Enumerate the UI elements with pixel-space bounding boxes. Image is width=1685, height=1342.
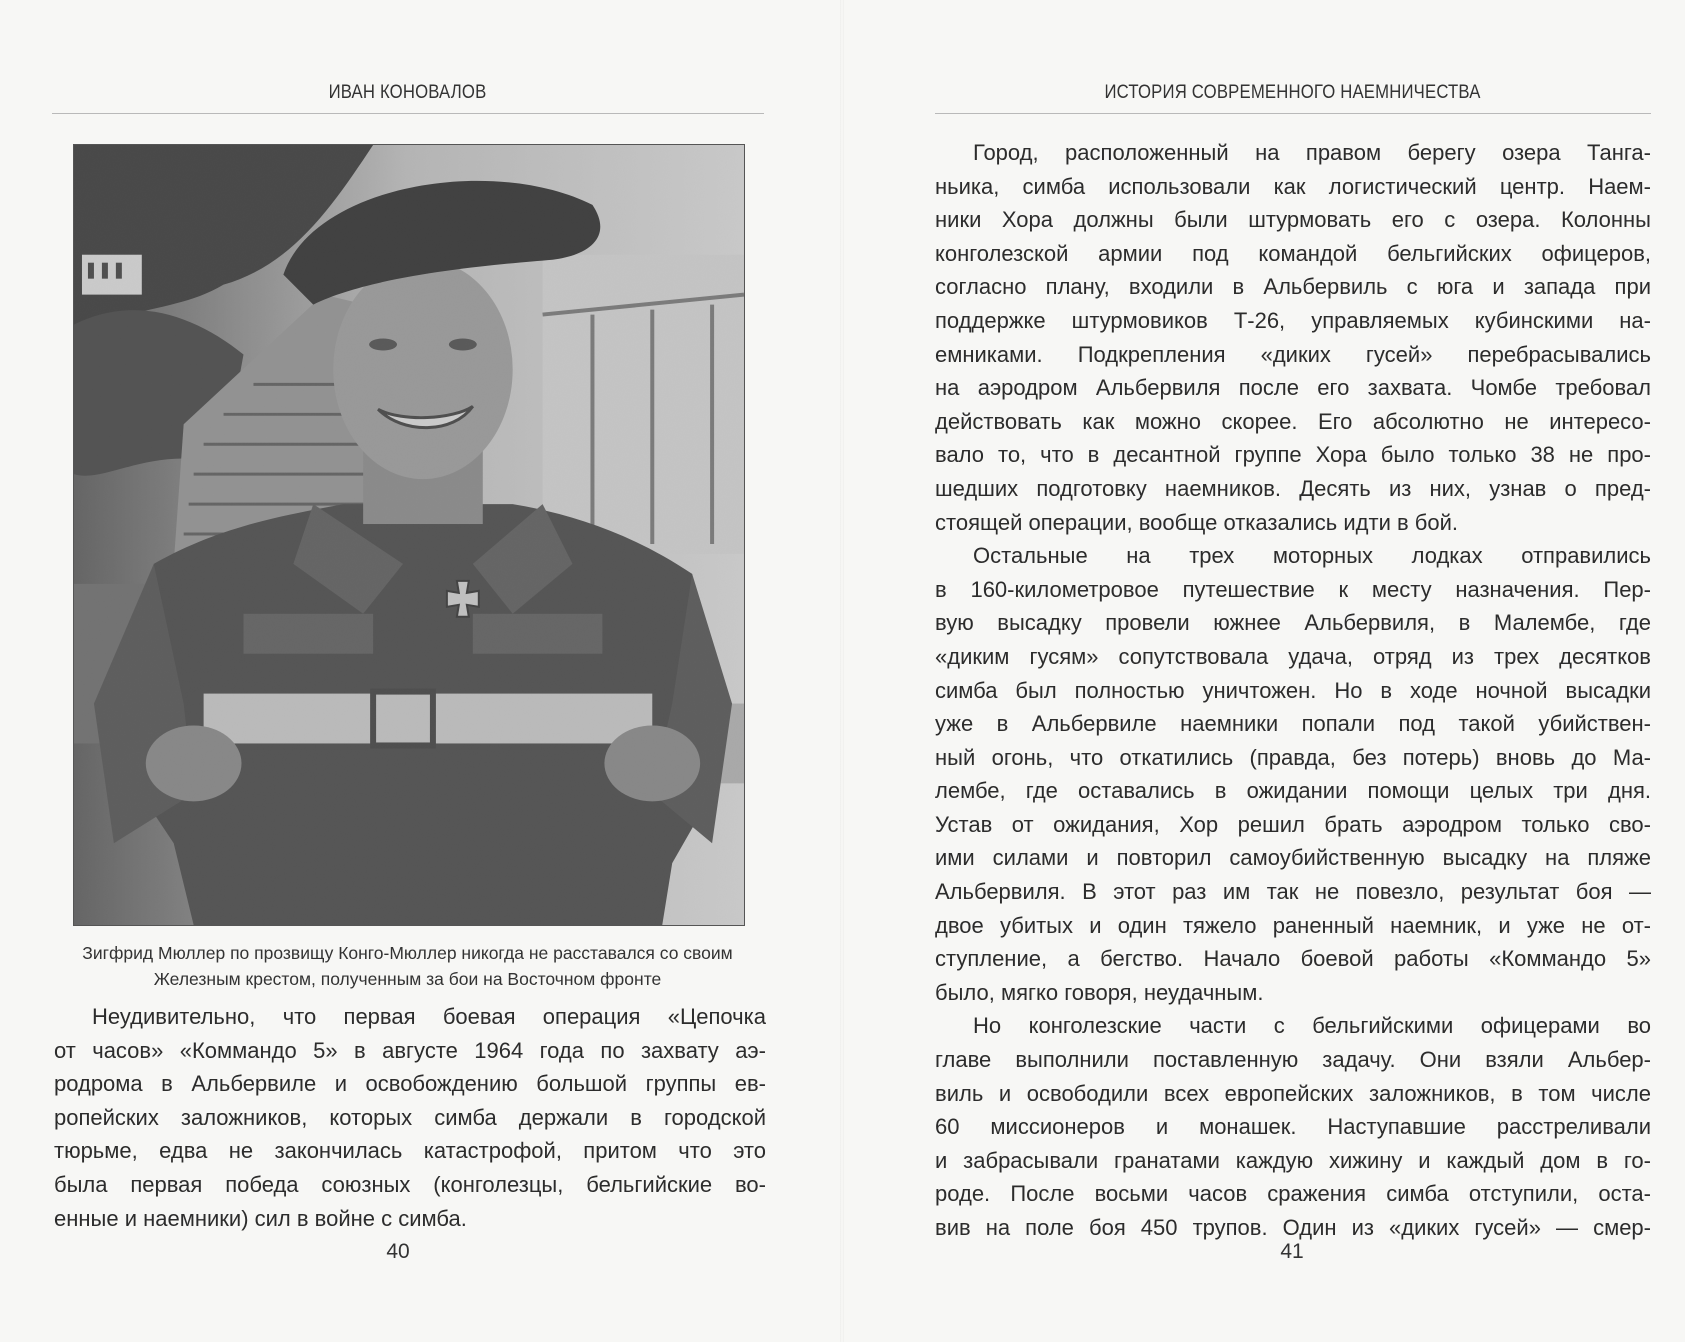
text-line: в 160-километровое путешествие к месту назначения. Пер- [935,576,1651,602]
left-page [0,0,842,1342]
text-line: вую высадку провели южнее Альбервиля, в Малембе, где [935,610,1651,636]
photo-icon [74,145,744,925]
text-line: виль и освободили всех европейских заложников, в том числе [935,1080,1651,1106]
text-line: Остальные на трех моторных лодках отправились [973,543,1651,569]
text-line: Альбервиля. В этот раз им так не повезло, результат боя — [935,879,1651,905]
body-text [935,136,1651,1245]
text-line: енные и наемники) сил в войне с симба. [54,1205,467,1231]
text-line: была первая победа союзных (конголезцы, бельгийские во- [54,1171,766,1197]
photo-figure [73,144,745,926]
text-line: вало то, что в десантной группе Хора было только 38 не про- [935,442,1651,468]
text-line: ньика, симба использовали как логистический центр. Наем- [935,173,1651,199]
text-line: двое убитых и один тяжело раненный наемник, и уже не от- [935,912,1651,938]
right-page [842,0,1685,1342]
running-head-author: ИВАН КОНОВАЛОВ [328,82,487,103]
text-line: вив на поле боя 450 трупов. Один из «диких гусей» — смер- [935,1215,1651,1240]
text-line: было, мягко говоря, неудачным. [935,979,1264,1005]
text-line: и забрасывали гранатами каждую хижину и каждый дом в го- [935,1147,1651,1173]
text-line: от часов» «Коммандо 5» в августе 1964 года по захвату аэ- [54,1037,766,1063]
text-line: «диким гусям» сопутствовала удача, отряд из трех десятков [935,643,1651,669]
text-line: уже в Альбервиле наемники попали под такой убийствен- [935,711,1651,737]
text-line: ники Хора должны были штурмовать его с озера. Колонны [935,207,1651,233]
text-line: Город, расположенный на правом берегу озера Танга- [973,140,1651,165]
text-line: ступление, а бегство. Начало боевой работы «Коммандо 5» [935,946,1651,972]
text-line: 60 миссионеров и монашек. Наступавшие расстреливали [935,1114,1651,1140]
page-number: 40 [386,1240,410,1263]
text-line: тюрьме, едва не закончилась катастрофой, притом что это [54,1138,766,1164]
caption-line: Железным крестом, полученным за бои на Восточном фронте [153,969,662,989]
header-rule [52,113,764,114]
text-line: ропейских заложников, которых симба держали в городской [54,1104,766,1130]
body-text [54,1000,766,1235]
header-rule [935,113,1651,114]
text-line: действовать как можно скорее. Его абсолютно не интересо- [935,408,1651,434]
text-line: лембе, где оставались в ожидании помощи целых три дня. [935,778,1651,804]
text-line: Но конголезские части с бельгийскими офицерами во [973,1013,1651,1039]
text-line: ный огонь, что откатились (правда, без потерь) вновь до Ма- [935,744,1651,770]
text-line: на аэродром Альбервиля после его захвата. Чомбе требовал [935,375,1651,401]
text-line: емниками. Подкрепления «диких гусей» перебрасывались [935,341,1651,367]
text-line: главе выполнили поставленную задачу. Они взяли Альбер- [935,1047,1651,1073]
text-line: ими силами и повторил самоубийственную высадку на пляже [935,845,1651,871]
text-line: родрома в Альбервиле и освобождению большой группы ев- [54,1071,766,1097]
text-line: шедших подготовку наемников. Десять из них, узнав о пред- [935,475,1651,501]
page-number: 41 [1280,1240,1304,1263]
text-line: симба был полностью уничтожен. Но в ходе ночной высадки [935,677,1651,703]
text-line: Устав от ожидания, Хор решил брать аэродром только сво- [935,811,1651,837]
photo-caption [50,940,765,992]
text-line: Неудивительно, что первая боевая операция «Цепочка [92,1004,766,1029]
text-line: стоящей операции, вообще отказались идти в бой. [935,509,1459,535]
running-head-title: ИСТОРИЯ СОВРЕМЕННОГО НАЕМНИЧЕСТВА [1104,82,1481,103]
text-line: роде. После восьми часов сражения симба отступили, оста- [935,1181,1651,1207]
caption-line: Зигфрид Мюллер по прозвищу Конго-Мюллер никогда не расставался со своим [82,943,733,963]
text-line: согласно плану, входили в Альбервиль с юга и запада при [935,274,1651,300]
text-line: конголезской армии под командой бельгийских офицеров, [935,240,1651,266]
text-line: поддержке штурмовиков Т-26, управляемых кубинскими на- [935,307,1651,333]
